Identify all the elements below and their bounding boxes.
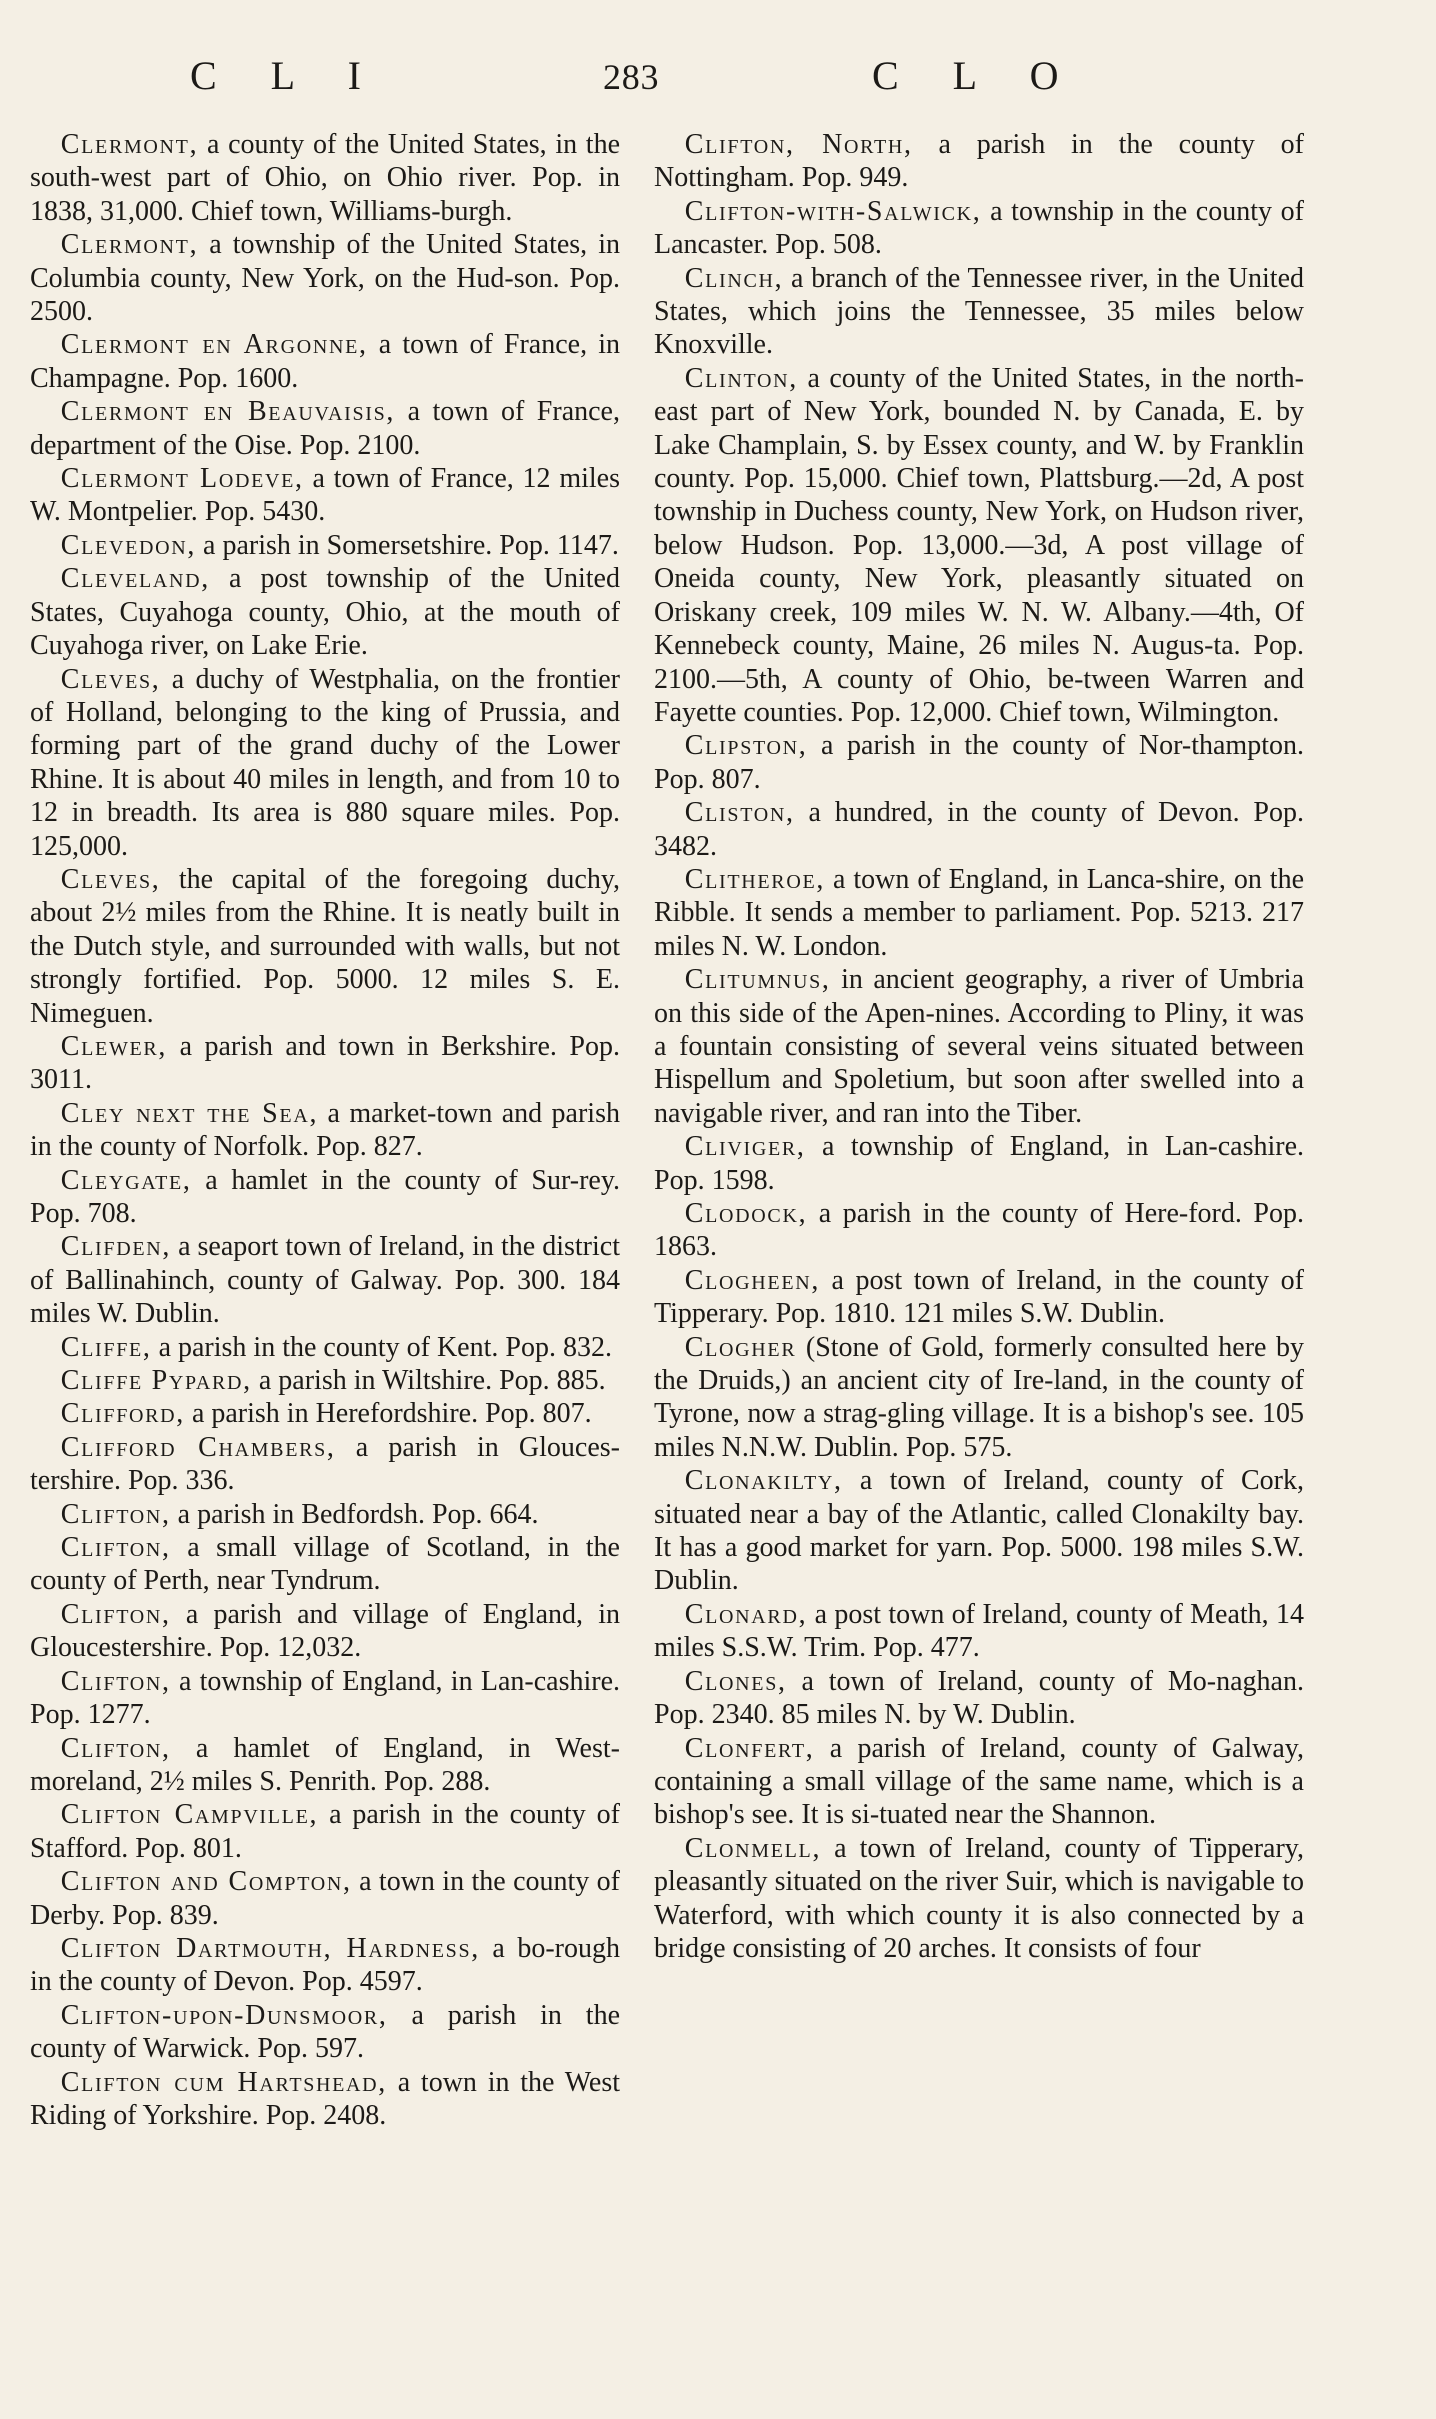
- entry-headword: Clifton,: [60, 1498, 171, 1530]
- entry-text: a town in the West Riding of Yorkshire. Pop. 2408.: [30, 2066, 620, 2131]
- entry-text: a seaport town of Ireland, in the district of Ballinahinch, county of Galway. Pop. 300. 184 miles W. Dublin.: [30, 1231, 620, 1330]
- gazetteer-entry: [30, 228, 620, 328]
- gazetteer-entry: [30, 1164, 620, 1231]
- entry-headword: Clewer,: [60, 1030, 168, 1062]
- entry-text: in ancient geography, a river of Umbria on this side of the Apen-nines. According to Pliny, it was a fountain consisting of several veins situated between Hispellum and Spoletium, but soon after swelled into a navigable river, and ran into the Tiber.: [654, 964, 1304, 1129]
- gazetteer-entry: [30, 1364, 620, 1397]
- gazetteer-entry: [30, 1230, 620, 1330]
- entry-text: a township of England, in Lan-cashire. Pop. 1277.: [30, 1665, 620, 1731]
- entry-headword: Clermont,: [60, 129, 199, 160]
- entry-text: a parish in Bedfordsh. Pop. 664.: [170, 1498, 539, 1530]
- entry-text: a hamlet of England, in West-moreland, 2½ miles S. Penrith. Pop. 288.: [30, 1732, 620, 1797]
- entry-headword: Clonakilty,: [684, 1465, 843, 1497]
- entry-headword: Clermont Lodeve,: [60, 463, 304, 495]
- entry-headword: Clermont,: [60, 229, 199, 261]
- gazetteer-entry: [30, 562, 620, 662]
- entry-headword: Cliviger,: [684, 1131, 806, 1163]
- entry-text: a town in the county of Derby. Pop. 839.: [30, 1866, 620, 1931]
- entry-headword: Clodock,: [684, 1198, 808, 1229]
- entry-text: a township of the United States, in Columbia county, New York, on the Hud-son. Pop. 2500.: [30, 229, 620, 328]
- entry-headword: Clifton-upon-Dunsmoor,: [60, 1999, 388, 2031]
- entry-text: a parish in the county of Nottingham. Pop. 949.: [654, 129, 1304, 194]
- running-head-right: C L O: [872, 53, 1081, 98]
- gazetteer-entry: [30, 1030, 620, 1097]
- left-column: [30, 128, 620, 2132]
- gazetteer-entry: [654, 1464, 1304, 1598]
- gazetteer-entry: [654, 729, 1304, 796]
- gazetteer-entry: [654, 963, 1304, 1130]
- entry-text: a parish in the county of Stafford. Pop. 801.: [30, 1799, 621, 1864]
- entry-text: a parish in the county of Here-ford. Pop. 1863.: [654, 1198, 1304, 1263]
- gazetteer-entry: [654, 1331, 1304, 1465]
- gazetteer-entry: [30, 1498, 620, 1531]
- entry-text: a hamlet in the county of Sur-rey. Pop. 708.: [30, 1164, 620, 1229]
- entry-headword: Clogher: [684, 1331, 797, 1363]
- entry-headword: Clifton,: [60, 1598, 171, 1630]
- entry-text: a parish in Wiltshire. Pop. 885.: [251, 1365, 606, 1397]
- gazetteer-entry: [654, 796, 1304, 863]
- entry-headword: Clones,: [684, 1665, 787, 1697]
- entry-headword: Clevedon,: [60, 529, 197, 561]
- gazetteer-entry: [30, 1531, 620, 1598]
- entry-headword: Cleves,: [60, 663, 161, 695]
- entry-text: a duchy of Westphalia, on the frontier of Holland, belonging to the king of Prussia, and forming part of the grand duchy of the Lower Rhine. It is about 40 miles in length, and from 10 to 12 in breadth. Its area is 880 square miles. Pop. 125,000.: [30, 663, 620, 862]
- entry-text: a town of Ireland, county of Cork, situated near a bay of the Atlantic, called Clonakilty bay. It has a good market for yarn. Pop. 5000. 198 miles S.W. Dublin.: [654, 1465, 1304, 1597]
- entry-headword: Clifton,: [60, 1532, 171, 1564]
- entry-text: a branch of the Tennessee river, in the United States, which joins the Tennessee, 35 miles below Knoxville.: [654, 262, 1304, 361]
- entry-text: a town of France, in Champagne. Pop. 1600.: [30, 329, 620, 394]
- entry-text: a parish in the county of Warwick. Pop. 597.: [30, 1999, 620, 2065]
- entry-text: a township in the county of Lancaster. Pop. 508.: [654, 195, 1304, 261]
- entry-headword: Clifden,: [60, 1231, 172, 1263]
- entry-text: a parish and village of England, in Gloucestershire. Pop. 12,032.: [30, 1598, 620, 1664]
- gazetteer-entry: [654, 262, 1304, 362]
- gazetteer-entry: [654, 195, 1304, 262]
- entry-text: a town of Ireland, county of Tipperary, pleasantly situated on the river Suir, which is navigable to Waterford, with which county it is also connected by a bridge consisting of 20 arches. It consists of four: [654, 1832, 1304, 1964]
- right-column: [654, 128, 1304, 1965]
- entry-text: a parish in Somersetshire. Pop. 1147.: [196, 529, 619, 561]
- entry-headword: Clifton, North,: [684, 129, 913, 160]
- entry-text: a parish and town in Berkshire. Pop. 3011.: [30, 1030, 620, 1096]
- gazetteer-entry: [30, 128, 620, 228]
- entry-headword: Clifton Campville,: [60, 1799, 319, 1831]
- gazetteer-entry: [30, 395, 620, 462]
- running-head-left: C L I: [190, 53, 383, 98]
- entry-text: (Stone of Gold, formerly consulted here by the Druids,) an ancient city of Ire-land, in the county of Tyrone, now a strag-gling village. It is a bishop's see. 105 miles N.N.W. Dublin. Pop. 575.: [654, 1331, 1304, 1463]
- entry-text: a small village of Scotland, in the county of Perth, near Tyndrum.: [30, 1532, 620, 1597]
- entry-headword: Clermont en Beauvaisis,: [60, 396, 396, 428]
- entry-headword: Clonmell,: [684, 1832, 822, 1864]
- entry-text: a post township of the United States, Cuyahoga county, Ohio, at the mouth of Cuyahoga river, on Lake Erie.: [30, 563, 620, 662]
- gazetteer-entry: [30, 328, 620, 395]
- gazetteer-entry: [654, 1130, 1304, 1197]
- gazetteer-entry: [30, 529, 620, 562]
- gazetteer-entry: [654, 362, 1304, 729]
- entry-text: the capital of the foregoing duchy, about 2½ miles from the Rhine. It is neatly built in the Dutch style, and surrounded with walls, but not strongly fortified. Pop. 5000. 12 miles S. E. Nimeguen.: [30, 863, 620, 1029]
- entry-headword: Clinch,: [684, 262, 784, 294]
- entry-headword: Cliffe,: [60, 1331, 152, 1363]
- entry-text: a parish in the county of Kent. Pop. 832.: [151, 1331, 612, 1363]
- gazetteer-entry: [30, 1097, 620, 1164]
- gazetteer-entry: [30, 1331, 620, 1364]
- gazetteer-entry: [654, 1732, 1304, 1832]
- gazetteer-entry: [30, 1999, 620, 2066]
- entry-headword: Clifton cum Hartshead,: [60, 2066, 387, 2098]
- entry-headword: Clifton Dartmouth, Hardness,: [60, 1932, 480, 1964]
- gazetteer-entry: [30, 1598, 620, 1665]
- gazetteer-entry: [654, 1197, 1304, 1264]
- gazetteer-entry: [654, 863, 1304, 963]
- entry-headword: Cleveland,: [60, 563, 210, 595]
- entry-headword: Clifford,: [60, 1398, 185, 1430]
- gazetteer-entry: [30, 1865, 620, 1932]
- entry-text: a county of the United States, in the south-west part of Ohio, on Ohio river. Pop. in 1838, 31,000. Chief town, Williams-burgh.: [30, 129, 620, 227]
- gazetteer-entry: [654, 128, 1304, 195]
- gazetteer-entry: [30, 1665, 620, 1732]
- entry-text: a parish in Herefordshire. Pop. 807.: [184, 1398, 592, 1430]
- entry-headword: Clifford Chambers,: [60, 1431, 336, 1463]
- entry-text: a bo-rough in the county of Devon. Pop. 4597.: [30, 1932, 620, 1998]
- gazetteer-entry: [654, 1598, 1304, 1665]
- entry-headword: Clonard,: [684, 1598, 808, 1630]
- entry-headword: Clonfert,: [684, 1732, 815, 1764]
- entry-headword: Clifton and Compton,: [60, 1866, 352, 1898]
- entry-headword: Cleves,: [60, 863, 161, 895]
- gazetteer-entry: [30, 663, 620, 863]
- entry-headword: Cliffe Pypard,: [60, 1365, 252, 1397]
- entry-headword: Cliston,: [684, 797, 795, 829]
- entry-headword: Clifton,: [60, 1665, 171, 1697]
- entry-headword: Clogheen,: [684, 1264, 821, 1296]
- entry-text: a post town of Ireland, in the county of Tipperary. Pop. 1810. 121 miles S.W. Dublin.: [654, 1264, 1304, 1330]
- entry-text: a hundred, in the county of Devon. Pop. 3482.: [654, 797, 1304, 862]
- gazetteer-entry: [654, 1665, 1304, 1732]
- gazetteer-entry: [30, 1932, 620, 1999]
- entry-headword: Clinton,: [684, 362, 798, 394]
- entry-headword: Clipston,: [684, 730, 808, 762]
- entry-text: a county of the United States, in the north-east part of New York, bounded N. by Canada, E. by Lake Champlain, S. by Essex county, and W. by Franklin county. Pop. 15,000. Chief town, Plattsburg.—2d, A post township in Duchess county, New York, on Hudson river, below Hudson. Pop. 13,000.—3d, A post village of Oneida county, New York, pleasantly situated on Oriskany creek, 109 miles W. N. W. Albany.—4th, Of Kennebeck county, Maine, 26 miles N. Augus-ta. Pop. 2100.—5th, A county of Ohio, be-tween Warren and Fayette counties. Pop. 12,000. Chief town, Wilmington.: [654, 362, 1304, 728]
- page-number: 283: [603, 57, 660, 97]
- entry-headword: Cley next the Sea,: [60, 1097, 319, 1129]
- entry-text: a parish of Ireland, county of Galway, containing a small village of the same name, which is a bishop's see. It is si-tuated near the Shannon.: [654, 1732, 1304, 1831]
- gazetteer-entry: [30, 462, 620, 529]
- gazetteer-entry: [30, 2066, 620, 2133]
- running-head: [0, 52, 1436, 112]
- gazetteer-entry: [30, 1732, 620, 1799]
- entry-text: a township of England, in Lan-cashire. Pop. 1598.: [654, 1131, 1304, 1196]
- entry-text: a town of Ireland, county of Mo-naghan. Pop. 2340. 85 miles N. by W. Dublin.: [654, 1665, 1304, 1731]
- entry-text: a town of France, 12 miles W. Montpelier. Pop. 5430.: [30, 463, 620, 528]
- gazetteer-entry: [30, 1397, 620, 1430]
- gazetteer-entry: [30, 1798, 620, 1865]
- gazetteer-entry: [30, 863, 620, 1030]
- entry-headword: Clitheroe,: [684, 863, 826, 895]
- gazetteer-entry: [654, 1264, 1304, 1331]
- entry-headword: Clermont en Argonne,: [60, 329, 368, 361]
- entry-headword: Cleygate,: [60, 1164, 192, 1196]
- gazetteer-entry: [30, 1431, 620, 1498]
- entry-text: a post town of Ireland, county of Meath, 14 miles S.S.W. Trim. Pop. 477.: [654, 1598, 1304, 1664]
- entry-text: a town of England, in Lanca-shire, on the Ribble. It sends a member to parliament. Pop. 5213. 217 miles N. W. London.: [654, 863, 1304, 962]
- entry-text: a market-town and parish in the county of Norfolk. Pop. 827.: [30, 1097, 620, 1163]
- entry-headword: Clifton-with-Salwick,: [684, 195, 982, 227]
- entry-headword: Clitumnus,: [684, 964, 831, 996]
- gazetteer-entry: [654, 1832, 1304, 1966]
- entry-text: a parish in Glouces-tershire. Pop. 336.: [30, 1431, 620, 1497]
- entry-text: a town of France, department of the Oise. Pop. 2100.: [30, 396, 620, 461]
- entry-headword: Clifton,: [60, 1732, 171, 1764]
- entry-text: a parish in the county of Nor-thampton. Pop. 807.: [654, 730, 1304, 795]
